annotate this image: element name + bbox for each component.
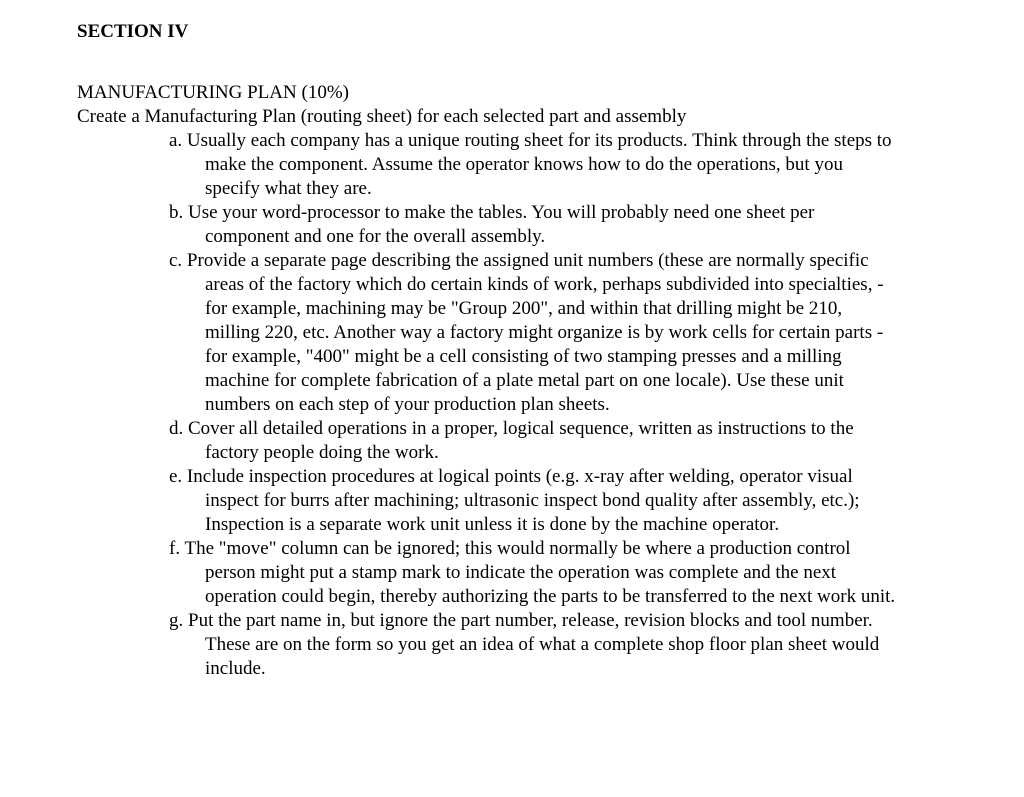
list-item-e: e. Include inspection procedures at logical points (e.g. x-ray after welding, operator visual inspect for burrs after machining; ultrasonic inspect bond quality after assembly, etc.); Inspection is a separate work unit unless it is done by the machine operator. <box>169 466 860 535</box>
plan-heading: MANUFACTURING PLAN (10%) <box>77 82 349 103</box>
list-item-d: d. Cover all detailed operations in a proper, logical sequence, written as instructions to the factory people doing the work. <box>169 418 854 463</box>
list-item-b: b. Use your word-processor to make the tables. You will probably need one sheet per component and one for the overall assembly. <box>169 202 815 247</box>
list-item-f: f. The "move" column can be ignored; this would normally be where a production control person might put a stamp mark to indicate the operation was complete and the next operation could begin, thereby authorizing the parts to be transferred to the next work unit. <box>169 538 896 607</box>
document-page <box>77 20 977 681</box>
list-item-g: g. Put the part name in, but ignore the part number, release, revision blocks and tool number. These are on the form so you get an idea of what a complete shop floor plan sheet would include. <box>169 610 880 679</box>
list-item-c: c. Provide a separate page describing the assigned unit numbers (these are normally specific areas of the factory which do certain kinds of work, perhaps subdivided into specialties, -for example, machining may be "Group 200", and within that drilling might be 210, milling 220, etc. Another way a factory might organize is by work cells for certain parts - for example, "400" might be a cell consisting of two stamping presses and a milling machine for complete fabrication of a plate metal part on one locale). Use these unit numbers on each step of your production plan sheets. <box>169 250 884 415</box>
intro-text: Create a Manufacturing Plan (routing sheet) for each selected part and assembly <box>77 106 687 127</box>
list-item-a: a. Usually each company has a unique routing sheet for its products. Think through the steps to make the component. Assume the operator knows how to do the operations, but you specify what they are. <box>169 130 892 199</box>
instruction-list <box>77 129 977 681</box>
section-title: SECTION IV <box>77 21 189 42</box>
